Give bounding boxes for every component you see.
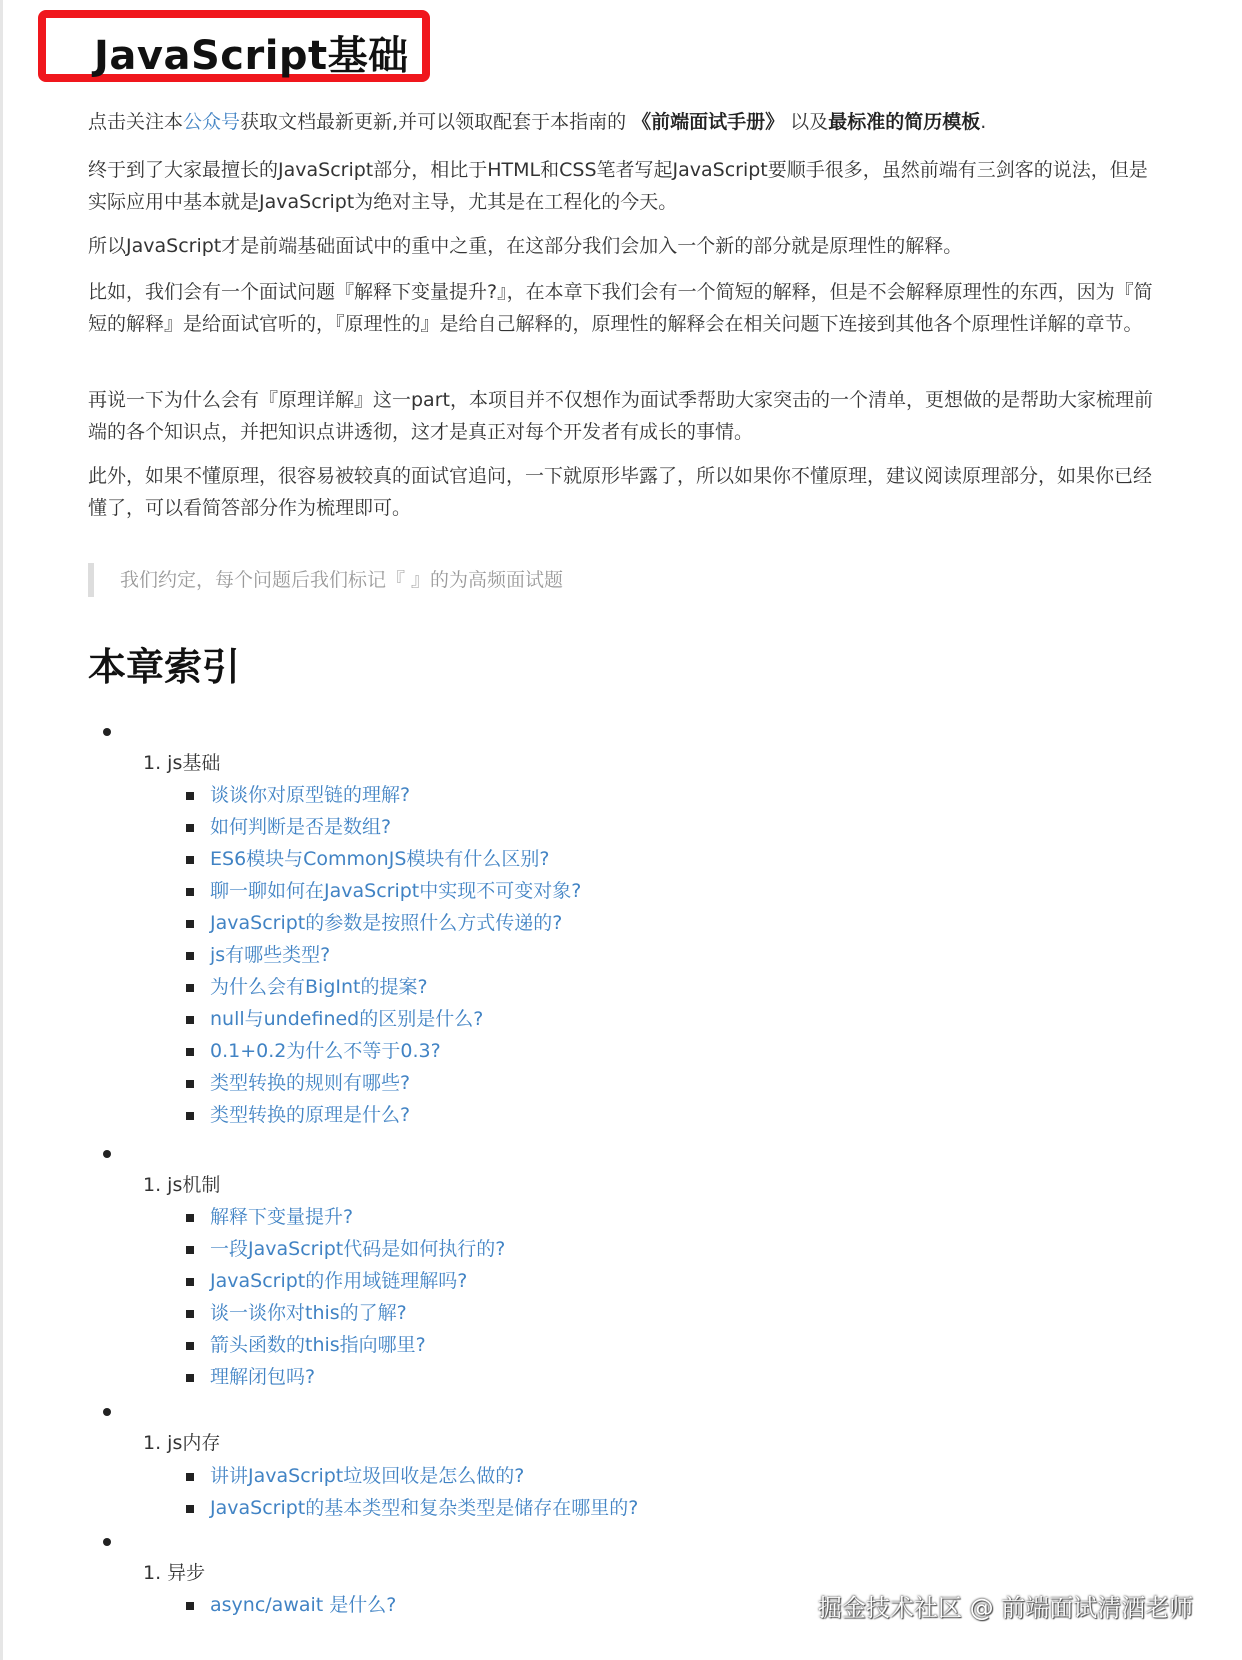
square-bullet bbox=[186, 1374, 194, 1382]
question-link[interactable]: 解释下变量提升? bbox=[210, 1206, 354, 1228]
square-bullet bbox=[186, 1310, 194, 1318]
paragraph-1: 终于到了大家最擅长的JavaScript部分，相比于HTML和CSS笔者写起JavaScript要顺手很多，虽然前端有三剑客的说法，但是实际应用中基本就是JavaScript为绝对主导，尤其是在工程化的今天。 bbox=[88, 159, 1148, 213]
paragraph-2: 所以JavaScript才是前端基础面试中的重中之重，在这部分我们会加入一个新的部分就是原理性的解释。 bbox=[88, 235, 963, 257]
question-link[interactable]: ES6模块与CommonJS模块有什么区别? bbox=[210, 848, 550, 870]
paragraph-4: 再说一下为什么会有『原理详解』这一part，本项目并不仅想作为面试季帮助大家突击的一个清单，更想做的是帮助大家梳理前端的各个知识点，并把知识点讲透彻，这才是真正对每个开发者有成长的事情。 bbox=[88, 389, 1153, 443]
question-link[interactable]: 类型转换的规则有哪些? bbox=[210, 1072, 411, 1094]
square-bullet bbox=[186, 1214, 194, 1222]
group-title-js-basics: 1. js基础 bbox=[143, 752, 221, 774]
paragraph-3: 比如，我们会有一个面试问题『解释下变量提升?』，在本章下我们会有一个简短的解释，但是不会解释原理性的东西，因为『简短的解释』是给面试官听的，『原理性的』是给自己解释的，原理性的解释会在相关问题下连接到其他各个原理性详解的章节。 bbox=[88, 281, 1153, 335]
question-link[interactable]: 为什么会有BigInt的提案? bbox=[210, 976, 428, 998]
question-link[interactable]: 谈谈你对原型链的理解? bbox=[210, 784, 411, 806]
question-link[interactable]: JavaScript的基本类型和复杂类型是储存在哪里的? bbox=[210, 1497, 639, 1519]
question-link[interactable]: JavaScript的作用域链理解吗? bbox=[210, 1270, 468, 1292]
square-bullet bbox=[186, 1080, 194, 1088]
question-link[interactable]: async/await 是什么? bbox=[210, 1594, 397, 1616]
question-link[interactable]: 类型转换的原理是什么? bbox=[210, 1104, 411, 1126]
square-bullet bbox=[186, 1505, 194, 1513]
group-title-js-memory: 1. js内存 bbox=[143, 1432, 221, 1454]
official-account-link[interactable]: 公众号 bbox=[183, 111, 241, 133]
square-bullet bbox=[186, 1602, 194, 1610]
square-bullet bbox=[186, 1278, 194, 1286]
paragraph-5: 此外，如果不懂原理，很容易被较真的面试官追问，一下就原形毕露了，所以如果你不懂原理，建议阅读原理部分，如果你已经懂了，可以看简答部分作为梳理即可。 bbox=[88, 465, 1153, 519]
group-title-js-mechanism: 1. js机制 bbox=[143, 1174, 221, 1196]
question-link[interactable]: 理解闭包吗? bbox=[210, 1366, 316, 1388]
question-link[interactable]: 箭头函数的this指向哪里? bbox=[210, 1334, 426, 1356]
square-bullet bbox=[186, 888, 194, 896]
handbook-title: 《前端面试手册》 bbox=[632, 111, 785, 133]
question-link[interactable]: js有哪些类型? bbox=[210, 944, 331, 966]
intro-text-and: 以及 bbox=[784, 111, 829, 133]
bullet-dot bbox=[103, 1408, 111, 1416]
square-bullet bbox=[186, 792, 194, 800]
square-bullet bbox=[186, 1016, 194, 1024]
index-heading: 本章索引 bbox=[88, 645, 241, 689]
blockquote-text: 我们约定，每个问题后我们标记『 』的为高频面试题 bbox=[120, 569, 564, 591]
bullet-dot bbox=[103, 728, 111, 736]
square-bullet bbox=[186, 952, 194, 960]
left-border bbox=[0, 0, 3, 1660]
question-link[interactable]: 如何判断是否是数组? bbox=[210, 816, 392, 838]
bullet-dot bbox=[103, 1538, 111, 1546]
intro-paragraph bbox=[88, 106, 1164, 138]
resume-template-title: 最标准的简历模板 bbox=[828, 111, 981, 133]
square-bullet bbox=[186, 1246, 194, 1254]
question-link[interactable]: 讲讲JavaScript垃圾回收是怎么做的? bbox=[210, 1465, 525, 1487]
intro-text-end: . bbox=[980, 111, 987, 133]
title-highlight-box bbox=[38, 10, 430, 82]
square-bullet bbox=[186, 1048, 194, 1056]
square-bullet bbox=[186, 920, 194, 928]
question-link[interactable]: 聊一聊如何在JavaScript中实现不可变对象? bbox=[210, 880, 582, 902]
bullet-dot bbox=[103, 1150, 111, 1158]
square-bullet bbox=[186, 984, 194, 992]
question-link[interactable]: 一段JavaScript代码是如何执行的? bbox=[210, 1238, 506, 1260]
group-title-async: 1. 异步 bbox=[143, 1562, 206, 1584]
square-bullet bbox=[186, 1473, 194, 1481]
square-bullet bbox=[186, 1342, 194, 1350]
question-link[interactable]: JavaScript的参数是按照什么方式传递的? bbox=[210, 912, 563, 934]
watermark-text: 掘金技术社区 @ 前端面试清酒老师 bbox=[818, 1594, 1194, 1622]
square-bullet bbox=[186, 1112, 194, 1120]
intro-text-before: 点击关注本 bbox=[88, 111, 184, 133]
blockquote-bar bbox=[88, 563, 94, 597]
square-bullet bbox=[186, 824, 194, 832]
page-title: JavaScript基础 bbox=[94, 33, 409, 79]
question-link[interactable]: 谈一谈你对this的了解? bbox=[210, 1302, 407, 1324]
question-link[interactable]: null与undefined的区别是什么? bbox=[210, 1008, 484, 1030]
square-bullet bbox=[186, 856, 194, 864]
intro-text-middle: 获取文档最新更新,并可以领取配套于本指南的 bbox=[240, 111, 633, 133]
question-link[interactable]: 0.1+0.2为什么不等于0.3? bbox=[210, 1040, 441, 1062]
